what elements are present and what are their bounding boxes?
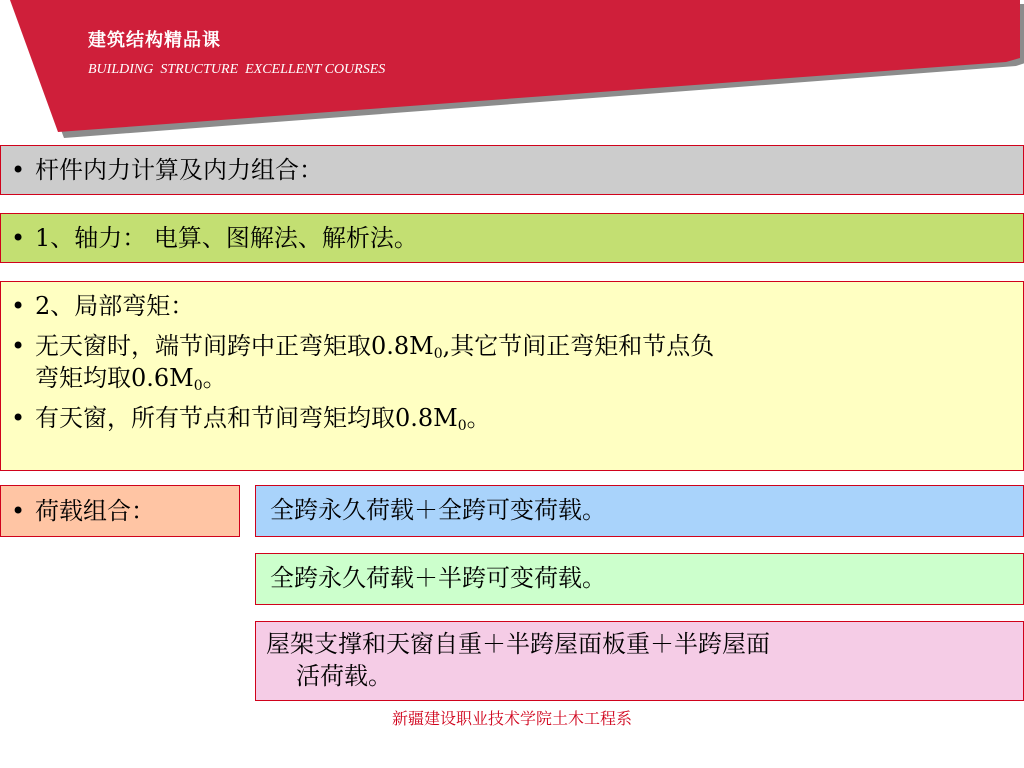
bullet-icon: • — [11, 224, 26, 252]
load-combination-text: 荷载组合： — [35, 497, 155, 525]
load-combination-label — [0, 485, 240, 537]
load-combo-3-line2: 活荷载。 — [296, 662, 392, 690]
footer-institution: 新疆建设职业技术学院土木工程系 — [391, 709, 632, 728]
section-title-text: 杆件内力计算及内力组合： — [35, 156, 323, 184]
load-combo-1: 全跨永久荷载＋全跨可变荷载。 — [255, 485, 1024, 537]
section-internal-force-title — [0, 145, 1024, 195]
load-combo-3-line1: 屋架支撑和天窗自重＋半跨屋面板重＋半跨屋面 — [266, 630, 770, 658]
bullet-icon: • — [11, 332, 26, 360]
bullet-icon: • — [11, 156, 26, 184]
bullet-icon: • — [11, 404, 26, 432]
load-combo-3 — [255, 621, 1024, 701]
local-moment-heading: 2、局部弯矩： — [35, 292, 195, 320]
section-local-moment — [0, 281, 1024, 471]
skylight-text: 有天窗，所有节点和节间弯矩均取$0.8M_0$。 — [35, 404, 491, 434]
section-axial-force — [0, 213, 1024, 263]
axial-force-text: 1、轴力： 电算、图解法、解析法。 — [35, 224, 418, 252]
no-skylight-text: 无天窗时，端节间跨中正弯矩取$0.8M_0$,其它节间正弯矩和节点负 弯矩均取$0.6M_0$。 — [35, 332, 715, 394]
load-combo-2: 全跨永久荷载＋半跨可变荷载。 — [255, 553, 1024, 605]
course-title-en: BUILDING STRUCTURE EXCELLENT COURSES — [88, 62, 386, 77]
bullet-icon: • — [11, 497, 26, 525]
course-title-cn: 建筑结构精品课 — [88, 30, 221, 51]
bullet-icon: • — [11, 292, 26, 320]
